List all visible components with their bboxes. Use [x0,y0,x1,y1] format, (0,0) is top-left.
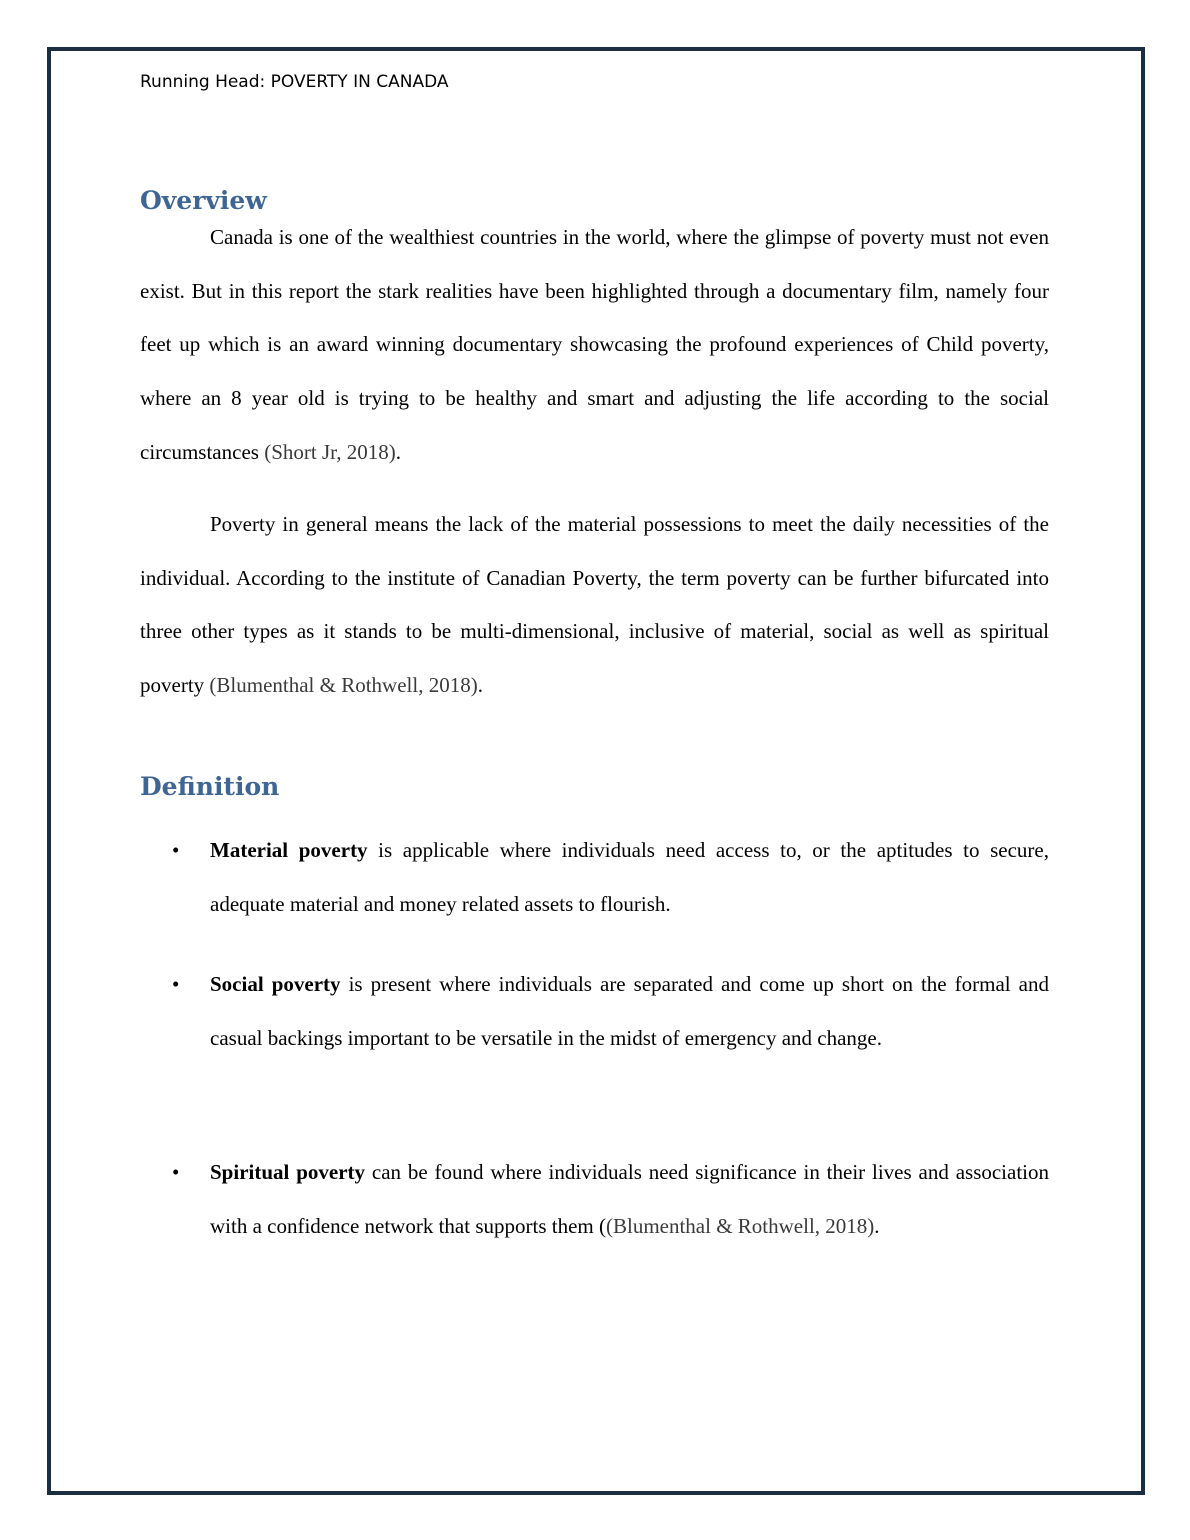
description: can be found where individuals need significance in their lives and association with a confidence network that supports them ( [210,1160,1050,1238]
bullet-icon: • [172,1160,180,1184]
term: Social poverty [210,972,341,996]
citation: (Blumenthal & Rothwell, 2018) [605,1213,875,1238]
term: Spiritual poverty [210,1160,366,1184]
running-head: Running Head: POVERTY IN CANADA [140,72,449,92]
citation: (Short Jr, 2018) [264,439,396,464]
list-item-text [210,958,1049,1065]
bullet-icon: • [172,972,180,996]
list-item-text [210,824,1049,931]
list-item-text [210,1146,1049,1253]
overview-heading: Overview [140,186,267,215]
paragraph-text: Canada is one of the wealthiest countries in the world, where the glimpse of poverty must not even exist. But in this report the stark realities have been highlighted through a documentary film, namely four feet up which is an award winning documentary showcasing the profound experiences of Child poverty, where an 8 year old is trying to be healthy and smart and adjusting the life according to the social circumstances [140,225,1049,464]
description: is applicable where individuals need access to, or the aptitudes to secure, adequate material and money related assets to flourish. [210,838,1049,916]
overview-paragraph-1 [140,211,1049,480]
citation: (Blumenthal & Rothwell, 2018) [209,673,478,698]
item-end: . [874,1213,880,1238]
overview-paragraph-2 [140,498,1049,713]
paragraph-text: Poverty in general means the lack of the material possessions to meet the daily necessities of the individual. According to the institute of Canadian Poverty, the term poverty can be further bifurcated into three other types as it stands to be multi-dimensional, inclusive of material, social as well as spiritual poverty [140,512,1049,698]
bullet-icon: • [172,838,180,862]
paragraph-end: . [477,673,483,698]
description: is present where individuals are separated and come up short on the formal and casual backings important to be versatile in the midst of emergency and change. [210,972,1050,1050]
paragraph-end: . [395,439,402,464]
term: Material poverty [210,838,368,862]
definition-heading: Definition [140,772,280,801]
